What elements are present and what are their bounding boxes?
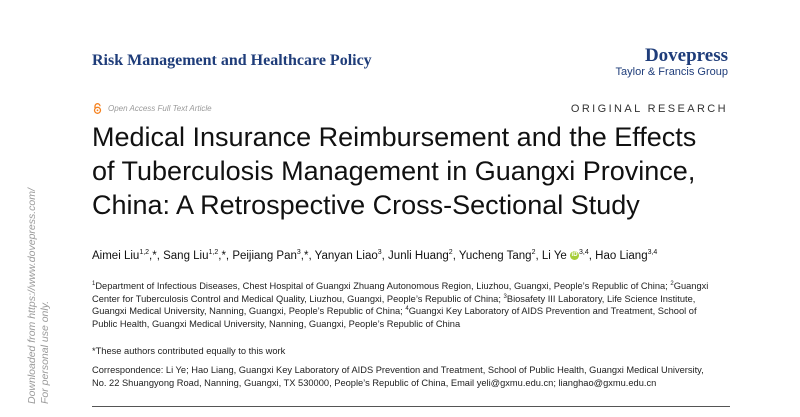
affiliation-line3 xyxy=(92,305,732,318)
affiliation-line4: Public Health, Guangxi Medical University, Nanning, Guangxi, People’s Republic of China xyxy=(92,318,461,329)
article-type: ORIGINAL RESEARCH xyxy=(570,103,728,115)
publisher-logo[interactable] xyxy=(616,46,728,79)
affiliation-text: Biosafety III Laboratory, Life Science Institute, xyxy=(506,293,696,304)
affiliation-number: 4 xyxy=(405,306,409,313)
affiliation-text: Center for Tuberculosis Control and Medical Quality, Liuzhou, Guangxi, People’s Republic of China; xyxy=(92,293,504,304)
author-name[interactable]: Aimei Liu xyxy=(92,250,140,262)
author-name[interactable]: Hao Liang xyxy=(595,250,648,262)
affiliation-line2 xyxy=(92,293,732,306)
author-affiliation-ref: 2 xyxy=(531,249,536,257)
orcid-icon[interactable]: iD xyxy=(571,252,578,259)
affiliation-number: 1 xyxy=(92,280,96,287)
author-name[interactable]: Peijiang Pan xyxy=(232,250,297,262)
author-affiliation-ref: 2 xyxy=(448,249,453,257)
section-divider xyxy=(92,406,730,407)
author-list: Aimei Liu$^{1,2}$,*, Sang Liu$^{1,2}$,*, Peijiang Pan$^3$,*, Yanyan Liao$^3$, Junli Huang$^2$, Yucheng Tang$^2$, Li Ye iD $^{3,4}$, Hao Liang$^{3,4}$ xyxy=(92,249,658,262)
author-affiliation-ref: 1,2 xyxy=(208,249,219,257)
author-name[interactable]: Junli Huang xyxy=(388,250,449,262)
article-title-line2: of Tuberculosis Management in Guangxi Province, xyxy=(92,156,696,186)
equal-contribution-note: *These authors contributed equally to this work xyxy=(92,346,286,356)
author-equal-mark: ,* xyxy=(218,250,226,262)
affiliations xyxy=(92,280,732,330)
author-affiliation-ref: 3,4 xyxy=(647,249,658,257)
affiliation-text: Guangxi Key Laboratory of AIDS Prevention and Treatment, School of xyxy=(408,306,697,317)
author-affiliation-ref: 3,4 xyxy=(579,249,589,257)
author-name[interactable]: Yucheng Tang xyxy=(458,250,532,262)
affiliation-text: Department of Infectious Diseases, Chest Hospital of Guangxi Zhuang Autonomous Region, Liuzhou, Guangxi, People’s Republic of China; xyxy=(95,281,671,291)
open-access-lock-icon xyxy=(92,103,103,114)
author-name[interactable]: Sang Liu xyxy=(163,250,209,262)
author-affiliation-ref: 3 xyxy=(296,249,301,257)
download-notice xyxy=(26,188,52,404)
open-access-text: Open Access Full Text Article xyxy=(108,104,212,113)
author-name[interactable]: Li Ye xyxy=(541,250,567,262)
download-notice-line2: For personal use only. xyxy=(39,300,51,404)
publisher-name: Dovepress xyxy=(644,45,728,66)
download-notice-line1: Downloaded from https://www.dovepress.com/ xyxy=(26,188,38,404)
correspondence xyxy=(92,364,732,389)
affiliation-text: Guangxi Medical University, Nanning, Guangxi, People’s Republic of China; xyxy=(92,306,406,317)
article-title-line1: Medical Insurance Reimbursement and the Effects xyxy=(92,122,697,152)
affiliation-number: 3 xyxy=(503,293,507,300)
journal-title[interactable]: Risk Management and Healthcare Policy xyxy=(92,52,372,69)
article-title xyxy=(92,120,742,222)
author-equal-mark: ,* xyxy=(149,250,157,262)
author-affiliation-ref: 1,2 xyxy=(139,249,150,257)
author-affiliation-ref: 3 xyxy=(377,249,382,257)
correspondence-line1: Correspondence: Li Ye; Hao Liang, Guangxi Key Laboratory of AIDS Prevention and Treatment, School of Public Health, Guangxi Medical University, xyxy=(92,365,704,375)
affiliation-text: Guangxi xyxy=(673,281,709,291)
article-title-line3: China: A Retrospective Cross-Sectional Study xyxy=(92,190,640,220)
open-access-label xyxy=(92,103,212,114)
affiliation-line1 xyxy=(92,280,732,293)
author-name[interactable]: Yanyan Liao xyxy=(314,250,378,262)
correspondence-line2[interactable]: No. 22 Shuangyong Road, Nanning, Guangxi, TX 530000, People’s Republic of China, Email yeli@gxmu.edu.cn; lianghao@gxmu.edu.cn xyxy=(92,377,657,388)
affiliation-number: 2 xyxy=(670,280,674,287)
author-equal-mark: ,* xyxy=(300,250,309,262)
publisher-group: Taylor & Francis Group xyxy=(615,66,728,78)
